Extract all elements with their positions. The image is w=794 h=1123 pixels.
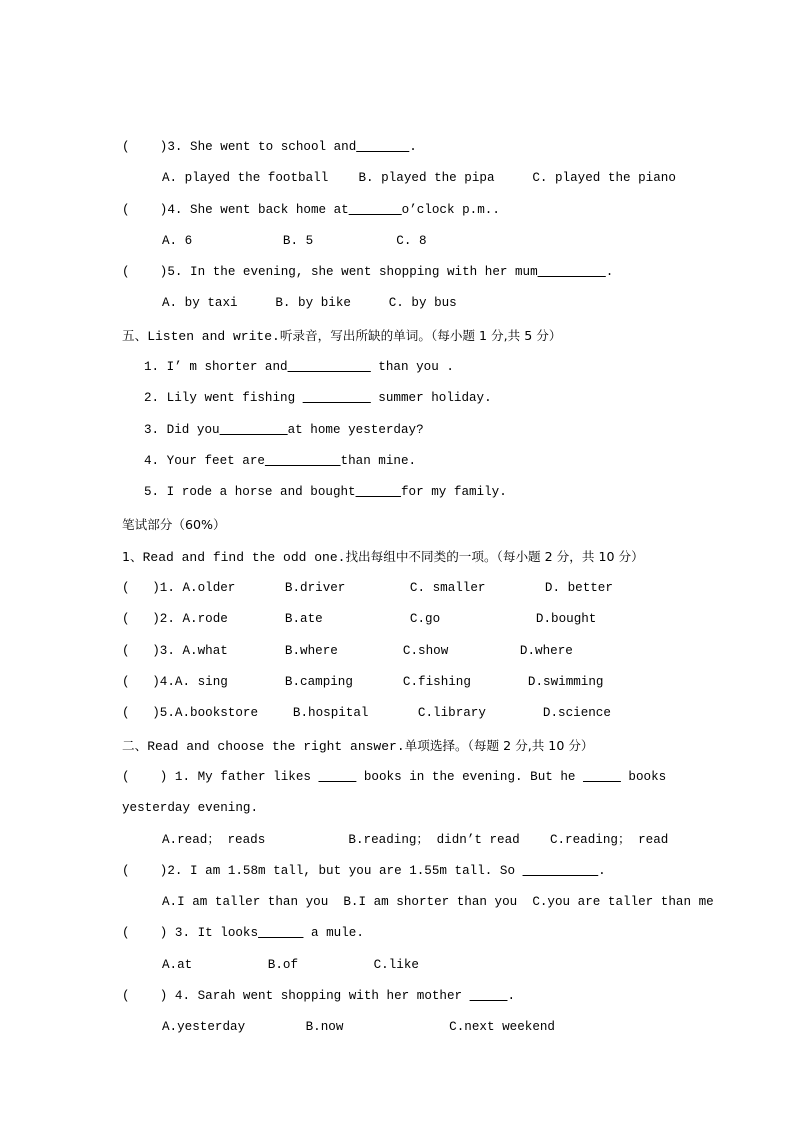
choice-2-marker[interactable]: ( )2. <box>122 863 183 878</box>
row-5-marker[interactable]: ( )5. <box>122 706 175 721</box>
item-3-number: 3. <box>144 422 160 437</box>
listening-question-3 <box>122 132 682 195</box>
item-3-before: Did you <box>159 422 220 437</box>
choice-4-marker[interactable]: ( ) 4. <box>122 989 191 1004</box>
section-five-index: 五、 <box>122 327 148 343</box>
question-5-text: In the evening, she went shopping with her mum <box>182 265 538 280</box>
item-1-before: I’ m shorter and <box>159 360 288 375</box>
choice-2-text-after: . <box>598 863 606 878</box>
item-5-blank[interactable]: ______ <box>355 485 401 500</box>
section-five-title-en: Listen and write. <box>147 328 280 344</box>
row-3-marker[interactable]: ( )3. <box>122 643 175 658</box>
item-1-blank[interactable]: ___________ <box>287 360 371 375</box>
choice-3-marker[interactable]: ( ) 3. <box>122 926 191 941</box>
row-1-option-b[interactable]: B.driver <box>284 581 346 596</box>
question-3-options[interactable]: A. played the football B. played the pipa C. played the piano <box>162 171 676 186</box>
choice-1-text-c: books <box>620 769 667 784</box>
odd-one-row-2 <box>122 604 682 635</box>
choice-1-stem-line-1 <box>122 762 682 793</box>
choice-3-blank[interactable]: ______ <box>258 926 304 941</box>
choice-1-stem-line-2: yesterday evening. <box>122 801 259 816</box>
section-five-title-cn: 听录音，写出所缺的单词。（每小题 1 分,共 5 分） <box>279 327 562 343</box>
row-4-marker[interactable]: ( )4. <box>122 675 175 690</box>
choice-3-text: It looks <box>190 926 259 941</box>
item-2-number: 2. <box>144 391 160 406</box>
item-1-after: than you . <box>370 360 454 375</box>
row-5-option-b[interactable]: B.hospital <box>292 706 369 721</box>
listening-question-4 <box>122 195 682 258</box>
choice-1-blank-2[interactable]: _____ <box>583 769 621 784</box>
row-5-option-a[interactable]: A.bookstore <box>174 706 259 721</box>
item-2-blank[interactable]: _________ <box>302 391 371 406</box>
row-3-option-d[interactable]: D.where <box>519 643 573 658</box>
choice-1-blank-1[interactable]: _____ <box>318 769 357 784</box>
row-2-option-c[interactable]: C.go <box>409 612 441 627</box>
row-1-marker[interactable]: ( )1. <box>122 581 175 596</box>
odd-one-row-4 <box>122 667 682 698</box>
choice-1-text-b: books in the evening. But he <box>356 769 584 784</box>
choice-4-options[interactable]: A.yesterday B.now C.next weekend <box>162 1020 555 1035</box>
row-4-option-a[interactable]: A. sing <box>174 675 228 690</box>
row-5-option-d[interactable]: D.science <box>542 706 611 721</box>
section-one-index: 1、 <box>122 548 143 564</box>
item-1-number: 1. <box>144 360 160 375</box>
question-5-options[interactable]: A. by taxi B. by bike C. by bus <box>162 296 457 311</box>
section-two-title-en: Read and choose the right answer. <box>147 738 405 754</box>
choice-1-marker[interactable]: ( ) 1. <box>122 769 191 784</box>
row-5-option-c[interactable]: C.library <box>417 706 486 721</box>
row-2-marker[interactable]: ( )2. <box>122 612 175 627</box>
item-4-after: than mine. <box>340 453 417 468</box>
choice-question-4 <box>122 981 682 1044</box>
choice-3-options[interactable]: A.at B.of C.like <box>162 957 419 972</box>
written-part-title-text: 笔试部分 <box>122 516 173 532</box>
section-five-item-4 <box>122 446 682 477</box>
page-content <box>122 132 714 1044</box>
item-4-number: 4. <box>144 453 160 468</box>
question-4-stem <box>122 195 682 226</box>
question-4-text: She went back home at <box>182 202 349 217</box>
row-4-option-d[interactable]: D.swimming <box>527 675 604 690</box>
choice-2-blank[interactable]: __________ <box>522 863 599 878</box>
choice-question-2 <box>122 856 714 919</box>
written-part-title <box>122 509 682 541</box>
odd-one-row-1 <box>122 573 682 604</box>
choice-4-stem <box>122 981 682 1012</box>
question-5-text-after: . <box>605 265 614 280</box>
section-two-title-cn: 单项选择。（每题 2 分,共 10 分） <box>404 737 594 753</box>
item-2-after: summer holiday. <box>370 391 492 406</box>
choice-3-stem <box>122 918 682 949</box>
row-1-option-a[interactable]: A.older <box>174 581 236 596</box>
question-4-options[interactable]: A. 6 B. 5 C. 8 <box>162 233 427 248</box>
row-2-option-a[interactable]: A.rode <box>174 612 228 627</box>
item-4-before: Your feet are <box>159 453 265 468</box>
choice-2-text: I am 1.58m tall, but you are 1.55m tall. So <box>182 863 523 878</box>
row-3-option-b[interactable]: B.where <box>284 643 338 658</box>
choice-1-options[interactable]: A.read； reads B.reading； didn’t read C.reading； read <box>162 832 669 847</box>
section-five-item-3 <box>122 415 682 446</box>
row-3-option-a[interactable]: A.what <box>174 643 228 658</box>
item-4-blank[interactable]: __________ <box>264 453 341 468</box>
question-3-blank[interactable]: _______ <box>356 140 410 154</box>
question-3-marker[interactable]: ( )3. <box>122 140 183 154</box>
section-one-heading <box>122 541 682 573</box>
row-1-option-c[interactable]: C. smaller <box>409 581 486 596</box>
question-5-marker[interactable]: ( )5. <box>122 265 183 280</box>
row-2-option-d[interactable]: D.bought <box>535 612 597 627</box>
choice-4-text-after: . <box>507 989 516 1004</box>
item-5-number: 5. <box>144 485 160 500</box>
section-two-index: 二、 <box>122 737 148 753</box>
section-five-item-5 <box>122 477 682 508</box>
choice-4-text: Sarah went shopping with her mother <box>190 989 470 1004</box>
question-4-marker[interactable]: ( )4. <box>122 202 183 217</box>
item-5-before: I rode a horse and bought <box>159 485 356 500</box>
choice-3-text-after: a mule. <box>303 926 364 941</box>
choice-2-stem <box>122 856 682 887</box>
choice-2-options[interactable]: A.I am taller than you B.I am shorter than you C.you are taller than me <box>162 895 714 910</box>
section-one-title-cn: 找出每组中不同类的一项。（每小题 2 分，共 10 分） <box>345 548 644 564</box>
section-one-title-en: Read and find the odd one. <box>142 549 346 565</box>
section-five-item-1 <box>122 352 682 383</box>
question-4-text-after: o’clock p.m.. <box>401 202 500 217</box>
question-3-text-after: . <box>409 140 417 154</box>
question-4-blank[interactable]: _______ <box>348 202 402 217</box>
row-1-option-d[interactable]: D. better <box>544 581 613 596</box>
row-3-option-c[interactable]: C.show <box>402 643 449 658</box>
item-3-blank[interactable]: _________ <box>219 422 288 437</box>
section-two-heading <box>122 730 682 762</box>
row-4-option-c[interactable]: C.fishing <box>402 675 471 690</box>
choice-1-text-a: My father likes <box>190 769 319 784</box>
choice-question-1 <box>122 762 682 856</box>
row-4-option-b[interactable]: B.camping <box>284 675 353 690</box>
section-five-heading <box>122 320 682 352</box>
choice-4-blank[interactable]: _____ <box>469 989 508 1004</box>
written-part-score: （60%） <box>172 516 226 532</box>
row-2-option-b[interactable]: B.ate <box>284 612 323 627</box>
listening-question-5 <box>122 257 682 320</box>
question-3-text: She went to school and <box>182 140 357 154</box>
odd-one-row-5 <box>122 698 682 729</box>
choice-question-3 <box>122 918 682 981</box>
section-five-item-2 <box>122 383 682 414</box>
odd-one-row-3 <box>122 636 682 667</box>
question-5-blank[interactable]: _________ <box>537 265 606 280</box>
item-2-before: Lily went fishing <box>159 391 303 406</box>
item-3-after: at home yesterday? <box>287 422 424 437</box>
question-3-stem <box>122 132 682 163</box>
question-5-stem <box>122 257 682 288</box>
item-5-after: for my family. <box>400 485 507 500</box>
